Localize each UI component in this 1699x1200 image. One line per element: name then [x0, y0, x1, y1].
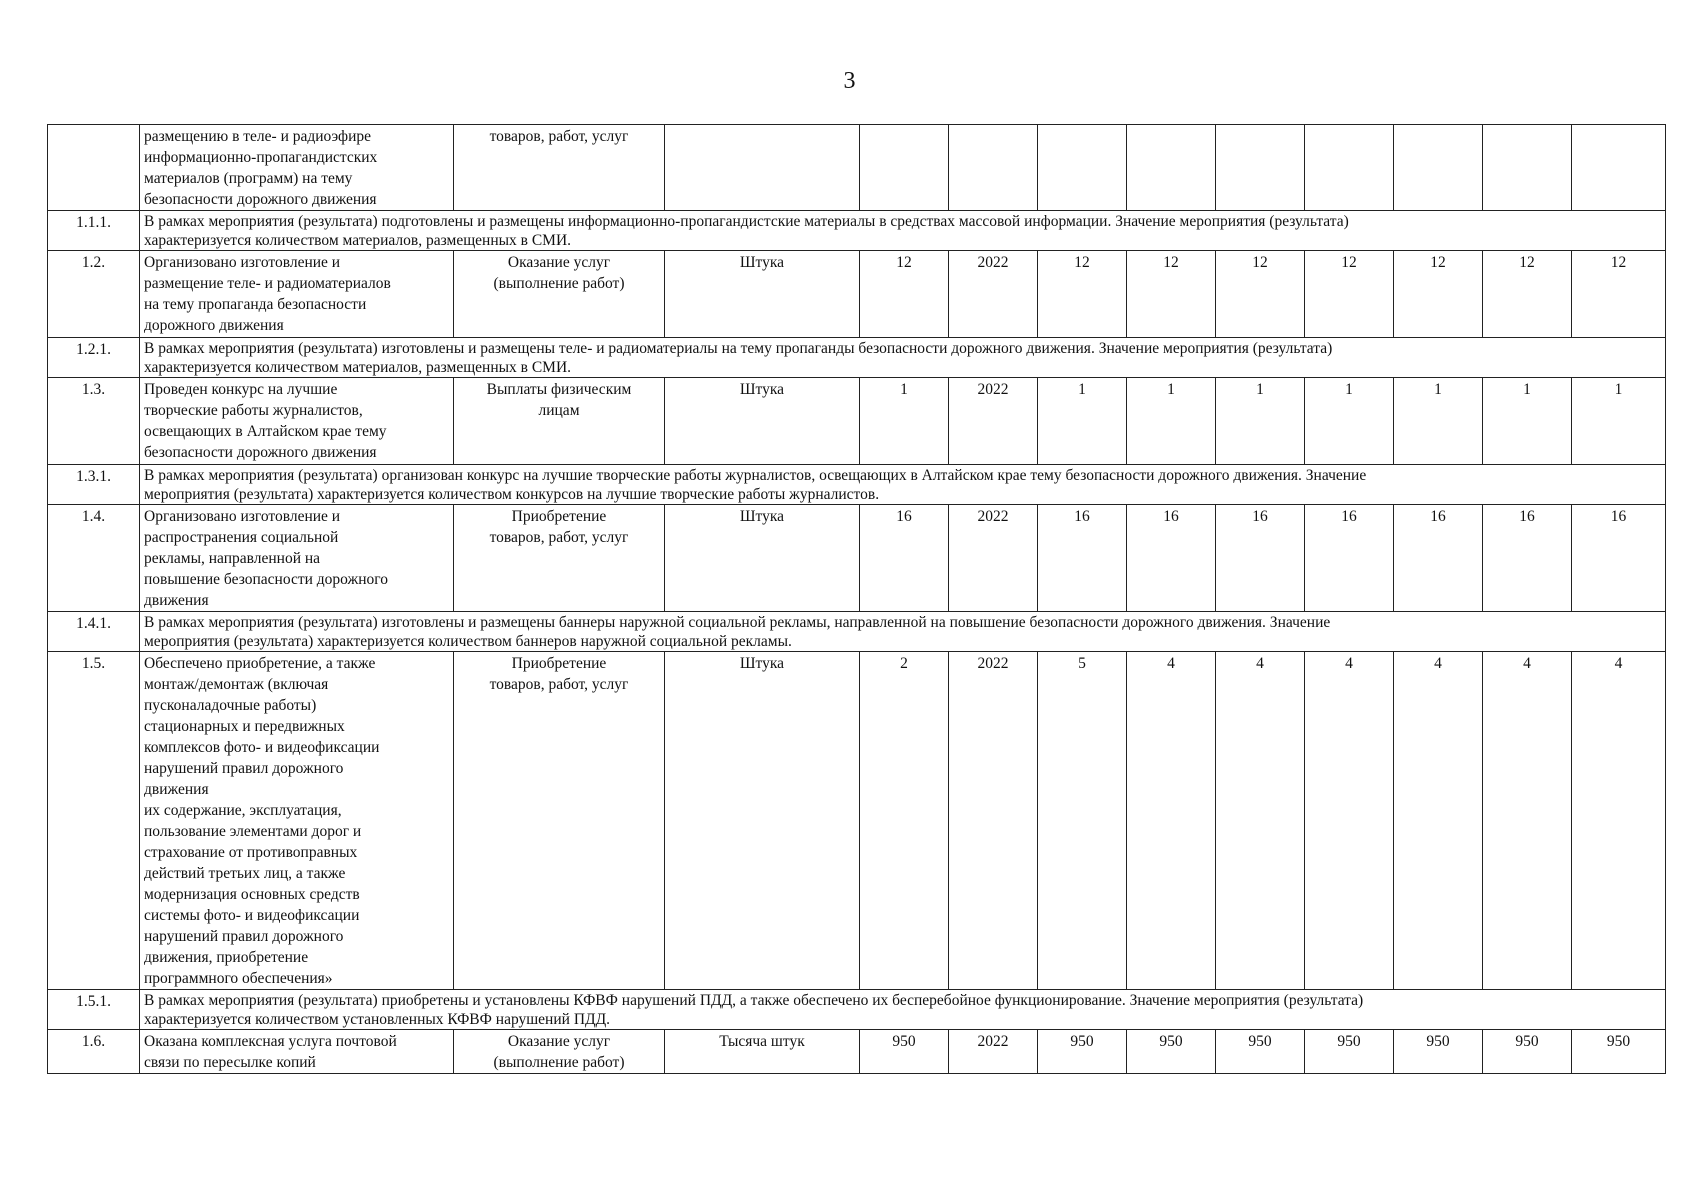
row-number: 1.1.1. — [48, 211, 140, 251]
measure-name-line: безопасности дорожного движения — [144, 191, 377, 208]
measure-name-line: размещению в теле- и радиоэфире — [144, 128, 372, 145]
value-cell: 950 — [1394, 1030, 1483, 1074]
value-cell: 12 — [860, 251, 949, 338]
description-row — [48, 990, 1666, 1030]
value-cell: 4 — [1305, 652, 1394, 990]
value-cell: 1 — [1572, 378, 1666, 465]
value-cell: 12 — [1038, 251, 1127, 338]
measures-table — [47, 124, 1666, 1074]
measure-name-line: информационно-пропагандистских — [144, 149, 378, 166]
value-cell: 950 — [1483, 1030, 1572, 1074]
measure-name-line: программного обеспечения» — [144, 970, 333, 987]
description-line: характеризуется количеством материалов, размещенных в СМИ. — [144, 232, 572, 249]
measure-kind-line: (выполнение работ) — [493, 1054, 625, 1071]
description-row — [48, 338, 1666, 378]
value-cell: 1 — [1127, 378, 1216, 465]
measure-name-line: движения — [144, 781, 209, 798]
measure-name-line: освещающих в Алтайском крае тему — [144, 423, 387, 440]
value-cell: 950 — [1572, 1030, 1666, 1074]
value-cell: 950 — [1127, 1030, 1216, 1074]
measure-kind — [454, 378, 665, 465]
measure-kind — [454, 125, 665, 211]
value-cell: 950 — [1305, 1030, 1394, 1074]
value-cell — [860, 125, 949, 211]
value-cell — [1127, 125, 1216, 211]
table-row — [48, 378, 1666, 465]
description-row — [48, 612, 1666, 652]
value-cell: 16 — [1127, 505, 1216, 612]
measure-name-line: рекламы, направленной на — [144, 550, 321, 567]
value-cell: 12 — [1394, 251, 1483, 338]
measure-name-line: пусконаладочные работы) — [144, 697, 317, 714]
row-number: 1.4.1. — [48, 612, 140, 652]
measure-name-line: безопасности дорожного движения — [144, 444, 377, 461]
measure-name-line: их содержание, эксплуатация, — [144, 802, 342, 819]
description-line: В рамках мероприятия (результата) изготовлены и размещены баннеры наружной социальной рекламы, направленной на повышение безопасности дорожного движения. Значение — [144, 614, 1331, 631]
value-cell: 1 — [1305, 378, 1394, 465]
value-cell: 5 — [1038, 652, 1127, 990]
measure-name — [140, 378, 454, 465]
measure-name — [140, 505, 454, 612]
description-line: характеризуется количеством материалов, размещенных в СМИ. — [144, 359, 572, 376]
description-line: мероприятия (результата) характеризуется количеством конкурсов на лучшие творческие работы журналистов. — [144, 486, 880, 503]
measure-kind-line: Оказание услуг — [507, 254, 611, 271]
measure-kind-line: (выполнение работ) — [493, 275, 625, 292]
value-cell: 12 — [1127, 251, 1216, 338]
measure-kind — [454, 251, 665, 338]
measure-name-line: системы фото- и видеофиксации — [144, 907, 360, 924]
table-row — [48, 505, 1666, 612]
measure-kind — [454, 505, 665, 612]
measure-unit: Штука — [665, 378, 860, 465]
measure-name-line: Проведен конкурс на лучшие — [144, 381, 338, 398]
description-line: В рамках мероприятия (результата) приобретены и установлены КФВФ нарушений ПДД, а также обеспечено их бесперебойное функционирование. Значение мероприятия (результата) — [144, 992, 1364, 1009]
value-cell: 4 — [1394, 652, 1483, 990]
measure-name-line: размещение теле- и радиоматериалов — [144, 275, 391, 292]
value-cell: 1 — [1038, 378, 1127, 465]
measure-kind-line: лицам — [538, 402, 580, 419]
value-cell: 1 — [1394, 378, 1483, 465]
measure-name-line: на тему пропаганда безопасности — [144, 296, 367, 313]
description-row — [48, 211, 1666, 251]
table-row — [48, 125, 1666, 211]
value-cell: 12 — [1305, 251, 1394, 338]
measure-name-line: Обеспечено приобретение, а также — [144, 655, 376, 672]
measure-name — [140, 652, 454, 990]
value-cell: 16 — [860, 505, 949, 612]
measure-name-line: повышение безопасности дорожного — [144, 571, 389, 588]
base-year-cell — [949, 125, 1038, 211]
value-cell: 16 — [1038, 505, 1127, 612]
value-cell — [1038, 125, 1127, 211]
value-cell: 12 — [1216, 251, 1305, 338]
value-cell: 950 — [860, 1030, 949, 1074]
base-year-cell: 2022 — [949, 251, 1038, 338]
description-row — [48, 465, 1666, 505]
row-number: 1.5. — [48, 652, 140, 990]
measure-name-line: модернизация основных средств — [144, 886, 360, 903]
table-row — [48, 251, 1666, 338]
measure-name-line: монтаж/демонтаж (включая — [144, 676, 329, 693]
value-cell: 12 — [1483, 251, 1572, 338]
measure-name-line: связи по пересылке копий — [144, 1054, 316, 1071]
row-number: 1.6. — [48, 1030, 140, 1074]
description-line: мероприятия (результата) характеризуется количеством баннеров наружной социальной рекламы. — [144, 633, 792, 650]
measure-name-line: дорожного движения — [144, 317, 284, 334]
measure-name-line: нарушений правил дорожного — [144, 928, 344, 945]
value-cell: 16 — [1394, 505, 1483, 612]
row-description — [140, 612, 1666, 652]
measure-kind-line: Выплаты физическим — [486, 381, 632, 398]
value-cell: 4 — [1483, 652, 1572, 990]
value-cell: 1 — [860, 378, 949, 465]
measure-name-line: страхование от противоправных — [144, 844, 358, 861]
value-cell: 16 — [1305, 505, 1394, 612]
table-row — [48, 1030, 1666, 1074]
value-cell: 12 — [1572, 251, 1666, 338]
value-cell — [1305, 125, 1394, 211]
measure-kind-line: Приобретение — [511, 508, 607, 525]
measure-name-line: распространения социальной — [144, 529, 339, 546]
measure-name-line: Организовано изготовление и — [144, 508, 341, 525]
base-year-cell: 2022 — [949, 505, 1038, 612]
measure-unit — [665, 125, 860, 211]
base-year-cell: 2022 — [949, 1030, 1038, 1074]
row-number: 1.4. — [48, 505, 140, 612]
measure-name-line: движения, приобретение — [144, 949, 309, 966]
value-cell — [1394, 125, 1483, 211]
row-number: 1.3. — [48, 378, 140, 465]
value-cell: 1 — [1483, 378, 1572, 465]
measure-name-line: движения — [144, 592, 209, 609]
measure-kind — [454, 652, 665, 990]
measure-unit: Штука — [665, 505, 860, 612]
measure-name-line: нарушений правил дорожного — [144, 760, 344, 777]
measure-kind-line: товаров, работ, услуг — [489, 676, 629, 693]
base-year-cell: 2022 — [949, 652, 1038, 990]
measure-name-line: стационарных и передвижных — [144, 718, 345, 735]
measure-kind-line: Приобретение — [511, 655, 607, 672]
row-number: 1.3.1. — [48, 465, 140, 505]
row-description — [140, 211, 1666, 251]
table-row — [48, 652, 1666, 990]
row-number: 1.2. — [48, 251, 140, 338]
measure-name-line: пользование элементами дорог и — [144, 823, 362, 840]
description-line: В рамках мероприятия (результата) подготовлены и размещены информационно-пропагандистские материалы в средствах массовой информации. Значение мероприятия (результата) — [144, 213, 1349, 230]
value-cell: 4 — [1216, 652, 1305, 990]
row-number: 1.5.1. — [48, 990, 140, 1030]
value-cell: 2 — [860, 652, 949, 990]
measure-name-line: Оказана комплексная услуга почтовой — [144, 1033, 397, 1050]
description-line: характеризуется количеством установленных КФВФ нарушений ПДД. — [144, 1011, 611, 1028]
value-cell: 950 — [1216, 1030, 1305, 1074]
measure-name — [140, 1030, 454, 1074]
measure-name-line: действий третьих лиц, а также — [144, 865, 346, 882]
row-description — [140, 990, 1666, 1030]
measure-name-line: материалов (программ) на тему — [144, 170, 353, 187]
description-line: В рамках мероприятия (результата) изготовлены и размещены теле- и радиоматериалы на тему пропаганды безопасности дорожного движения. Значение мероприятия (результата) — [144, 340, 1333, 357]
measure-name-line: комплексов фото- и видеофиксации — [144, 739, 380, 756]
measure-unit: Тысяча штук — [665, 1030, 860, 1074]
measure-unit: Штука — [665, 251, 860, 338]
measure-kind-line: Оказание услуг — [507, 1033, 611, 1050]
page-number: 3 — [843, 68, 856, 94]
value-cell: 16 — [1216, 505, 1305, 612]
value-cell — [1483, 125, 1572, 211]
description-line: В рамках мероприятия (результата) организован конкурс на лучшие творческие работы журналистов, освещающих в Алтайском крае тему безопасности дорожного движения. Значение — [144, 467, 1367, 484]
value-cell: 4 — [1572, 652, 1666, 990]
measure-name-line: творческие работы журналистов, — [144, 402, 363, 419]
value-cell — [1216, 125, 1305, 211]
measure-kind-line: товаров, работ, услуг — [489, 128, 629, 145]
value-cell: 1 — [1216, 378, 1305, 465]
value-cell: 4 — [1127, 652, 1216, 990]
value-cell: 950 — [1038, 1030, 1127, 1074]
measure-kind-line: товаров, работ, услуг — [489, 529, 629, 546]
measure-name — [140, 251, 454, 338]
measure-kind — [454, 1030, 665, 1074]
measure-name — [140, 125, 454, 211]
measure-unit: Штука — [665, 652, 860, 990]
row-description — [140, 338, 1666, 378]
base-year-cell: 2022 — [949, 378, 1038, 465]
row-number — [48, 125, 140, 211]
value-cell: 16 — [1483, 505, 1572, 612]
measure-name-line: Организовано изготовление и — [144, 254, 341, 271]
row-description — [140, 465, 1666, 505]
value-cell — [1572, 125, 1666, 211]
row-number: 1.2.1. — [48, 338, 140, 378]
value-cell: 16 — [1572, 505, 1666, 612]
